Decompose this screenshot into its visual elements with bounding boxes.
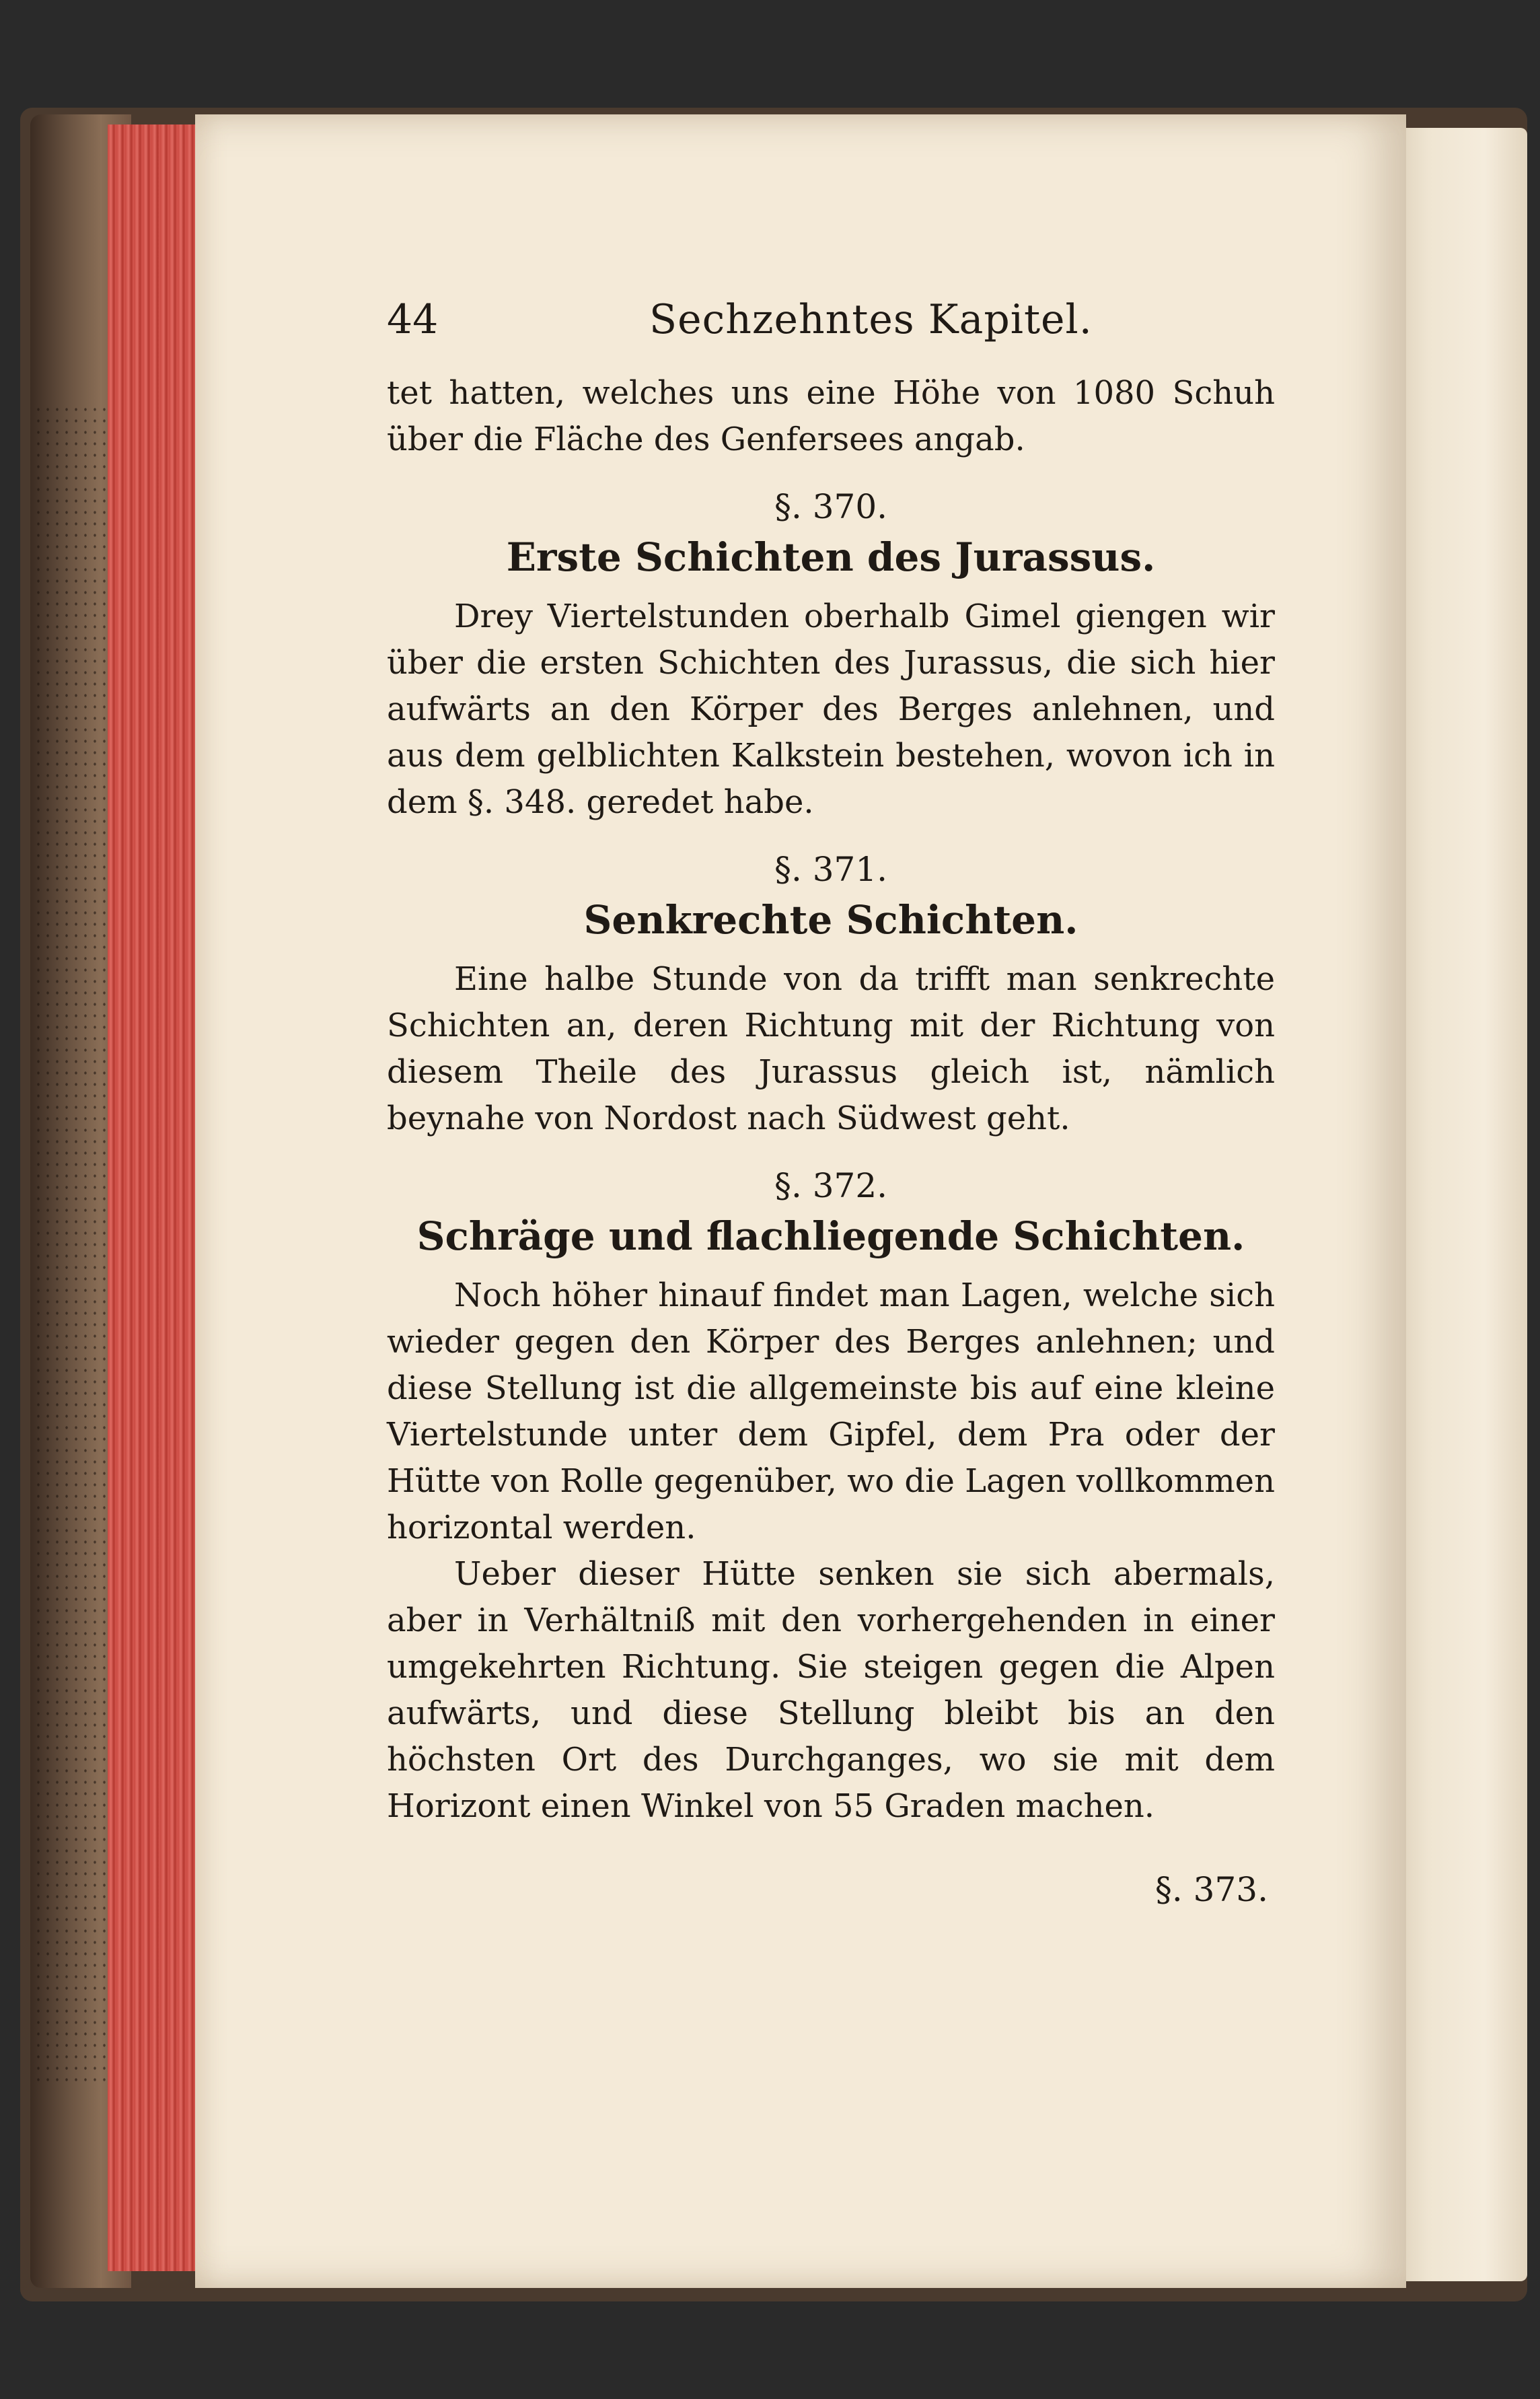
section-number: §. 371. [774, 850, 888, 889]
section-number: §. 372. [774, 1166, 888, 1205]
section-paragraph: Eine halbe Stunde von da trifft man senkrechte Schichten an, deren Richtung mit der Richtung von diesem Theile des Jurassus gleich ist, nämlich beynahe von Nordost nach Südwest geht. [387, 960, 1275, 1137]
cover-texture [34, 404, 114, 2086]
page-header [387, 296, 1275, 370]
section-paragraph: Ueber dieser Hütte senken sie sich abermals, aber in Verhältniß mit den vorhergehenden in einer umgekehrten Richtung. Sie steigen gegen die Alpen aufwärts, und diese Stellung bleibt bis an den höchsten Ort des Durchganges, wo sie mit dem Horizont einen Winkel von 55 Graden machen. [387, 1555, 1275, 1825]
section-title: Schräge und flachliegende Schichten. [416, 1213, 1245, 1259]
section-number: §. 370. [774, 487, 888, 526]
section-title: Erste Schichten des Jurassus. [506, 534, 1156, 580]
section-372 [387, 1162, 1275, 1830]
section-370 [387, 483, 1275, 826]
section-title: Senkrechte Schichten. [583, 897, 1078, 943]
red-page-edge [108, 124, 202, 2271]
catchword: §. 373. [1154, 1870, 1268, 1909]
section-paragraph: Noch höher hinauf findet man Lagen, welche sich wieder gegen den Körper des Berges anlehnen; und diese Stellung ist die allgemeinste bis auf eine kleine Viertelstunde unter dem Gipfel, dem Pra oder der Hütte von Rolle gegenüber, wo die Lagen vollkommen horizontal werden. [387, 1277, 1275, 1546]
running-head: Sechzehntes Kapitel. [649, 296, 1093, 343]
section-paragraph: Drey Viertelstunden oberhalb Gimel giengen wir über die ersten Schichten des Jurassus, die sich hier aufwärts an den Körper des Berges anlehnen, und aus dem gelblichten Kalkstein bestehen, wovon ich in dem §. 348. geredet habe. [387, 598, 1275, 821]
section-371 [387, 846, 1275, 1142]
intro-paragraph: tet hatten, welches uns eine Höhe von 1080 Schuh über die Fläche des Genfersees angab. [387, 374, 1275, 458]
facing-page-edge [1386, 128, 1527, 2281]
page-number: 44 [387, 296, 439, 343]
page-content [387, 296, 1275, 1909]
